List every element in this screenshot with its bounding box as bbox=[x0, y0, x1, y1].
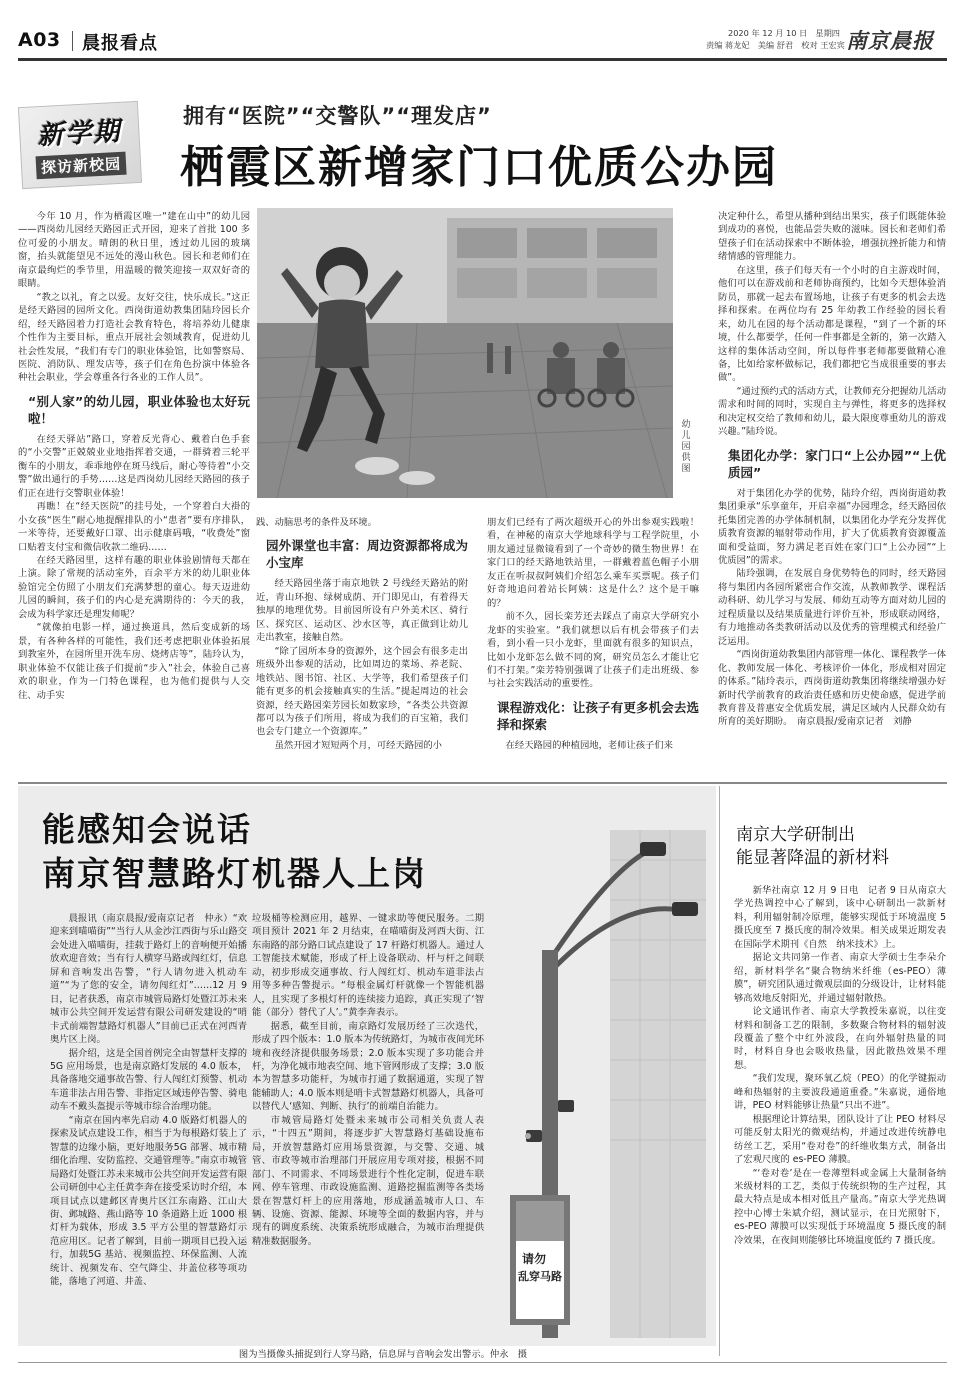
article-paragraph: 在经天路园里，这样有趣的职业体验剧情每天都在上演。除了常规的活动室外，百余平方米的幼儿职业体验馆完全仿照了小朋友们充满梦想的童心。每天迈进幼儿园的瞬间，孩子们的内心是充满期待的：今天的我，会成为科学家还是理发师呢？ bbox=[18, 554, 250, 620]
article-paragraph: 再瞧！在“经天医院”的挂号处，一个穿着白大褂的小女孩“医生”耐心地提醒排队的小“患者”要有序排队，一米等待，还要戴好口罩、出示健康码哦，“收费处”窗口贴着支付宝和微信收款二维码…… bbox=[18, 501, 250, 553]
article-paragraph: 践、动脑思考的条件及环境。 bbox=[256, 517, 377, 528]
story2-column-1 bbox=[50, 912, 247, 1289]
story2-headline bbox=[42, 808, 427, 896]
article-paragraph: 前不久，园长栾芳还去踩点了南京大学研究小龙虾的实验室。“我们就想以后有机会带孩子们去看，到小看一只小龙虾，里面就有很多的知识点，比如小龙虾怎么做不同的窝，研究员怎么才能让它们不打架。”栾芳特别强调了让孩子们走出班级、参与社会实践活动的重要性。 bbox=[487, 611, 699, 690]
article-paragraph: “西岗街道幼教集团内部管理一体化、课程教学一体化、教师发展一体化、考核评价一体化，形成相对固定的体系。”陆玲表示，西岗街道幼教集团将继续增强办好新时代学前教育的政治责任感和历史使命感，促进学前教育普及普惠安全优质发展，满足区域内人民群众幼有所育的美好期盼。 南京晨报/爱南京记者 刘静 bbox=[718, 649, 946, 728]
header-rule bbox=[18, 58, 947, 61]
article-paragraph: 在经天驿站”路口，穿着反光背心、戴着白色手套的“小交警”正兢兢业业地指挥着交通，一群骑着三轮平衡车的小朋友，乖乖地停在斑马线后，耐心等待着“小交警”做出通行的手势……这是西岗幼儿园经天路园的孩子们正在进行交警职业体验！ bbox=[18, 433, 250, 499]
story3-column bbox=[734, 884, 946, 1247]
photo-credit: 幼儿园供图 bbox=[681, 420, 691, 474]
kindergarten-photo-illustration bbox=[257, 208, 673, 498]
article-paragraph: 晨报讯（南京晨报/爱南京记者 仲永）“欢迎来到喵喵街”“当行人从金沙江西街与乐山路交会处进入喵喵街，挂载于路灯上的音响便开始播放欢迎音效；当有行人横穿马路或闯红灯，信息屏和音响发出告警，“行人请勿进入机动车道”“为了您的安全，请勿闯红灯”……12 月 9 日，记者获悉，南京市城管局路灯处暨江苏未来城市公共空间开发运营有限公司研发建设的“哨卡式前端智慧路灯机器人”目前已正式在河西青奥片区上岗。 bbox=[50, 913, 247, 1046]
article-paragraph: “除了园所本身的资源外，这个园会有很多走出班级外出参观的活动，比如周边的菜场、养老院、地铁站、图书馆、社区、大学等，我们希望孩子们能有更多的机会接触真实的生活。”提起周边的社会资源，经天路园栾芳园长如数家珍，“各类公共资源都可以为孩子们所用，将成为我们的百宝箱，我们也会专门建立一个资源库。” bbox=[256, 645, 468, 738]
article-paragraph: 经天路园坐落于南京地铁 2 号线经天路站的附近，青山环抱、绿树成荫、开门即见山，有着得天独厚的地理优势。目前园所设有户外美术区、骑行区、探究区、运动区、沙水区等，真正做到让幼儿走出教室，接触自然。 bbox=[256, 578, 468, 644]
streetlight-robot-photo bbox=[490, 830, 706, 1338]
article-paragraph: 根据理论计算结果，团队设计了让 PEO 材料尽可能反射太阳光的微观结构，并通过改进传统静电纺丝工艺，采用“卷对卷”的纤维收集方式，制备出了宏观尺度的 es-PEO 薄膜。 bbox=[734, 1113, 946, 1166]
article-paragraph: 朋友们已经有了两次超级开心的外出参观实践啦！看，在神秘的南京大学地球科学与工程学院里，小朋友通过显微镜看到了一个奇妙的微生物世界！在家门口的经天路地铁站里，一群戴着蓝色帽子小朋友正在听叔叔阿姨们介绍怎么乘车买票呢。孩子们好奇地追问着站长阿姨：这是什么？这个是干嘛的？ bbox=[487, 517, 699, 609]
story2-column-2 bbox=[252, 912, 484, 1248]
story2-headline-line1: 能感知会说话 bbox=[42, 810, 252, 849]
date-line: 2020 年 12 月 10 日 星期四 bbox=[728, 28, 840, 38]
story1-column-3 bbox=[487, 516, 699, 752]
article-subheading: 园外课堂也丰富：周边资源都将成为小宝库 bbox=[266, 538, 468, 571]
article-subheading: 集团化办学：家门口“上公办园”“上优质园” bbox=[728, 447, 946, 480]
story1-headline: 栖霞区新增家门口优质公办园 bbox=[180, 142, 778, 193]
column-logo-title: 新学期 bbox=[36, 116, 123, 152]
page-number: A03 bbox=[18, 29, 61, 51]
section-name: 晨报看点 bbox=[82, 33, 158, 54]
story3-headline-line2: 能显著降温的新材料 bbox=[736, 848, 889, 868]
article-paragraph: “我们发现，聚环氧乙烷（PEO）的化学键振动峰和热辐射的主要波段通道重叠。”朱嘉说，通俗地讲，PEO 材料能够让热量“只出不进”。 bbox=[734, 1073, 946, 1112]
article-paragraph: “就像拍电影一样，通过换道具，然后变成新的场景，有各种各样的可能性，我们还考虑把职业体验拓展到教室外，在园所里开洗车房、烧烤店等”，陆玲认为，职业体验不仅能让孩子们提前“步入”社会，体验自己喜欢的职业，作为一门特色课程，也为他们提供与人交往、动手实 bbox=[18, 622, 250, 701]
story3-headline-line1: 南京大学研制出 bbox=[736, 825, 855, 845]
article-paragraph: 在这里，孩子们每天有一个小时的自主游戏时间，他们可以在游戏前和老师协商预约，比如今天想体验消防员，那就一起去布置场地，让孩子有更多的机会去选择和探索。在两位均有 25 年幼教工作经验的园长看来，幼儿在园的每个活动都是课程，“到了一个新的环境，什么都要学，任何一件事都是全新的，第一次踏入这样的集体活动空间，所以每件事老师都要做精心准备，比如给家杯做标记，我们都把它当成很重要的事去做”。 bbox=[718, 264, 946, 384]
article-paragraph: 虽然开园才短短两个月，可经天路园的小 bbox=[274, 739, 442, 751]
article-paragraph: 市城管局路灯处暨未来城市公司相关负责人表示，“十四五”期间，将逐步扩大智慧路灯基础设施布局，开放智慧路灯应用场景资源，与交警、交通、城管、市政等城市治理部门开展应用专项对接，根据不同部门、不同需求、不同场景进行个性化定制，促进车联网、停车管理、市政设施监测、道路挖掘监测等各类场景在智慧灯杆上的应用落地，形成涵盖城市人口、车辆、设施、资源、能源、环境等全面的数据内容，并与现有的调度系统、决策系统形成融合，为城市治理提供精准数据服务。 bbox=[252, 1114, 484, 1247]
article-subheading: 课程游戏化：让孩子有更多机会去选择和探索 bbox=[497, 699, 699, 732]
editors-line: 责编 蒋龙妃 美编 舒君 校对 王宏宾 bbox=[706, 40, 845, 50]
story1-kicker: 拥有“医院”“交警队”“理发店” bbox=[183, 104, 492, 128]
article-paragraph: 对于集团化办学的优势，陆玲介绍，西岗街道幼教集团秉承“乐享童年，开启幸福”办园理念，经天路园依托集团完善的办学体制机制，以集团化办学充分发挥优质教育资源的辐射带动作用，扩大了优质教育资源覆盖面和受益面，努力满足老百姓在家门口“上公办园”“上优质园”的需求。 bbox=[718, 487, 946, 566]
article-paragraph: 新华社南京 12 月 9 日电 记者 9 日从南京大学光热调控中心了解到，该中心研制出一款新材料，利用辐射制冷原理，能够实现低于环境温度 5 摄氏度至 7 摄氏度的制冷效果。相关成果近期发表在国际学术期刊《自然 纳米技术》上。 bbox=[734, 885, 946, 950]
article-paragraph: 垃圾桶等检测应用，越界、一键求助等便民服务。二期项目预计 2021 年 2 月结束，在喵喵街及河西大街、江东南路的部分路口试点建设了 17 杆路灯机器人。通过人工智能技术赋能，形成了杆上设备联动、杆与杆之间联动，初步形成交通事故、行人闯红灯、机动车道非法占用等多种告警提示。“每根金属灯杆就像一个智能机器人，且实现了多根灯杆的连续接力追踪，真正实现了‘智能（部分）替代了人’。”黄李奔表示。 bbox=[252, 913, 484, 1019]
kindergarten-photo bbox=[257, 208, 673, 498]
article-paragraph: 论文通讯作者、南京大学教授朱嘉说，以往变材料和制备工艺的限制，多数聚合物材料的辐射波段覆盖了整个中红外波段，在向外辐射热量的同时，材料自身也会吸收热量，因此散热效果不理想。 bbox=[734, 1006, 946, 1071]
header-divider bbox=[72, 31, 73, 51]
story1-column-1 bbox=[18, 210, 250, 702]
article-paragraph: 今年 10 月，作为栖霞区唯一“建在山中”的幼儿园——西岗幼儿园经天路园正式开园，迎来了首批 100 多位可爱的小朋友。晴朗的秋日里，透过幼儿园的玻璃窗，抬头就能望见不远处的漫山秋色。园长和老师们在南京最绚烂的季节里，用温暖的微笑迎接一双双好奇的眼睛。 bbox=[18, 211, 250, 290]
story3-headline bbox=[736, 824, 944, 870]
article-paragraph: 据介绍，这是全国首例完全由智慧杆支撑的5G 应用场景，也是南京路灯发展的 4.0 版本，具备落地交通事故告警、行人闯红灯预警、机动车道非法占用告警、非指定区域违停告警、骑电动车不戴头盔提示等城市综合治理功能。 bbox=[50, 1047, 247, 1113]
article-paragraph: 决定种什么，希望从播种到结出果实，孩子们既能体验到成功的喜悦，也能品尝失败的滋味。园长和老师们希望孩子们在活动探索中不断体验，增强抗挫折能力和情绪情感的管理能力。 bbox=[718, 211, 946, 263]
article-subheading: “别人家”的幼儿园，职业体验也太好玩啦！ bbox=[28, 393, 250, 426]
column-logo-subtitle: 探访新校园 bbox=[36, 152, 127, 180]
bottom-rule bbox=[18, 1362, 947, 1363]
column-logo bbox=[18, 101, 142, 189]
column-rule bbox=[719, 786, 720, 1356]
section-rule bbox=[18, 782, 947, 784]
story1-column-2 bbox=[256, 516, 468, 752]
article-paragraph: 陆玲强调，在发展自身优势特色的同时，经天路园将与集团内各园所紧密合作交流，从教师教学、课程活动科研、幼儿学习与发展、师幼互动等方面对幼儿园的过程质量以及结果质量进行评价互补，形成联动网络，有力地推动各类教研活动以及优秀的管理模式和经验广泛运用。 bbox=[718, 568, 946, 647]
article-paragraph: “通过预约式的活动方式，让教师充分把握幼儿活动需求和时间的同时，实现自主与弹性，将更多的选择权和决定权交给了教师和幼儿，最大限度尊重幼儿的游戏兴趣。”陆玲说。 bbox=[718, 385, 946, 438]
lamp-sign-text-2: 乱穿马路 bbox=[518, 1270, 562, 1283]
article-paragraph: “‘卷对卷’是在一卷薄塑料或金属上大量制备纳米级材料的工艺，类似于传统织物的生产过程，其最大特点是成本相对低且产量高。”南京大学光热调控中心博士朱斌介绍，测试显示，在日光照射下，es-PEO 薄膜可以实现低于环境温度 5 摄氏度的制冷效果，在夜间则能够比环境温度低约 7 摄氏度。 bbox=[734, 1167, 946, 1246]
masthead-logo: 南京晨报 bbox=[846, 28, 934, 53]
article-paragraph: 据论文共同第一作者、南京大学硕士生李朵介绍，新材料学名“聚合物纳米纤维（es-PEO）薄膜”，研究团队通过微观层面的分级设计，让材料能够高效地反射阳光，并通过辐射散热。 bbox=[734, 952, 946, 1004]
article-paragraph: “南京在国内率先启动 4.0 版路灯机器人的探索及试点建设工作，相当于为每根路灯装上了智慧的边缘小脑，更好地服务5G 部署、城市精细化治理、安防监控、交通管理等。”南京市城管局路灯处暨江苏未来城市公共空间开发运营有限公司研创中心主任黄李奔在接受采访时介绍，本项目试点以建邺区青奥片区江东南路、江山大街、邺城路、燕山路等 10 条道路上近 1000 根灯杆为载体，形成 3.5 平方公里的智慧路灯示范应用区。记者了解到，目前一期项目已投入运行，加载5G 基站、视频监控、环保监测、人流统计、视频发布、空气降尘、井盖位移等项功能，落地了河道、井盖、 bbox=[50, 1114, 247, 1288]
photo-caption: 图为当摄像头捕捉到行人穿马路，信息屏与音响会发出警示。仲永 摄 bbox=[238, 1349, 528, 1360]
story2-headline-line2: 南京智慧路灯机器人上岗 bbox=[42, 854, 427, 893]
story1-column-4 bbox=[718, 210, 946, 729]
article-paragraph: 在经天路园的种植园地，老师让孩子们来 bbox=[505, 739, 673, 751]
article-paragraph: “教之以礼，育之以爱。友好交往，快乐成长。”这正是经天路园的园所文化。西岗街道幼教集团陆玲园长介绍，经天路园着力打造社会教育特色，将培养幼儿健康个性作为主要目标，重点开展社会领域教育，促进幼儿社会性发展，“我们有专门的职业体验馆，比如警察局、医院、消防队、理发店等，孩子们在角色扮演中体验各种社会职业，学会尊重各行各业的工作人员”。 bbox=[18, 291, 250, 384]
lamp-sign-text-1: 请勿 bbox=[522, 1252, 547, 1266]
article-paragraph: 据悉，截至目前，南京路灯发展历经了三次迭代，形成了四个版本：1.0 版本为传统路灯，为城市夜间光环境和夜经济提供服务场景；2.0 版本实现了多功能合并杆，为净化城市地表空间、地下管网形成了支撑；3.0 版本为智慧多功能杆，为城市打通了数据通道，实现了智能辅助人；4.0 版本则是哨卡式智慧路灯机器人，具备可以替代人‘感知、判断、执行’的前端自治能力。 bbox=[252, 1020, 484, 1113]
